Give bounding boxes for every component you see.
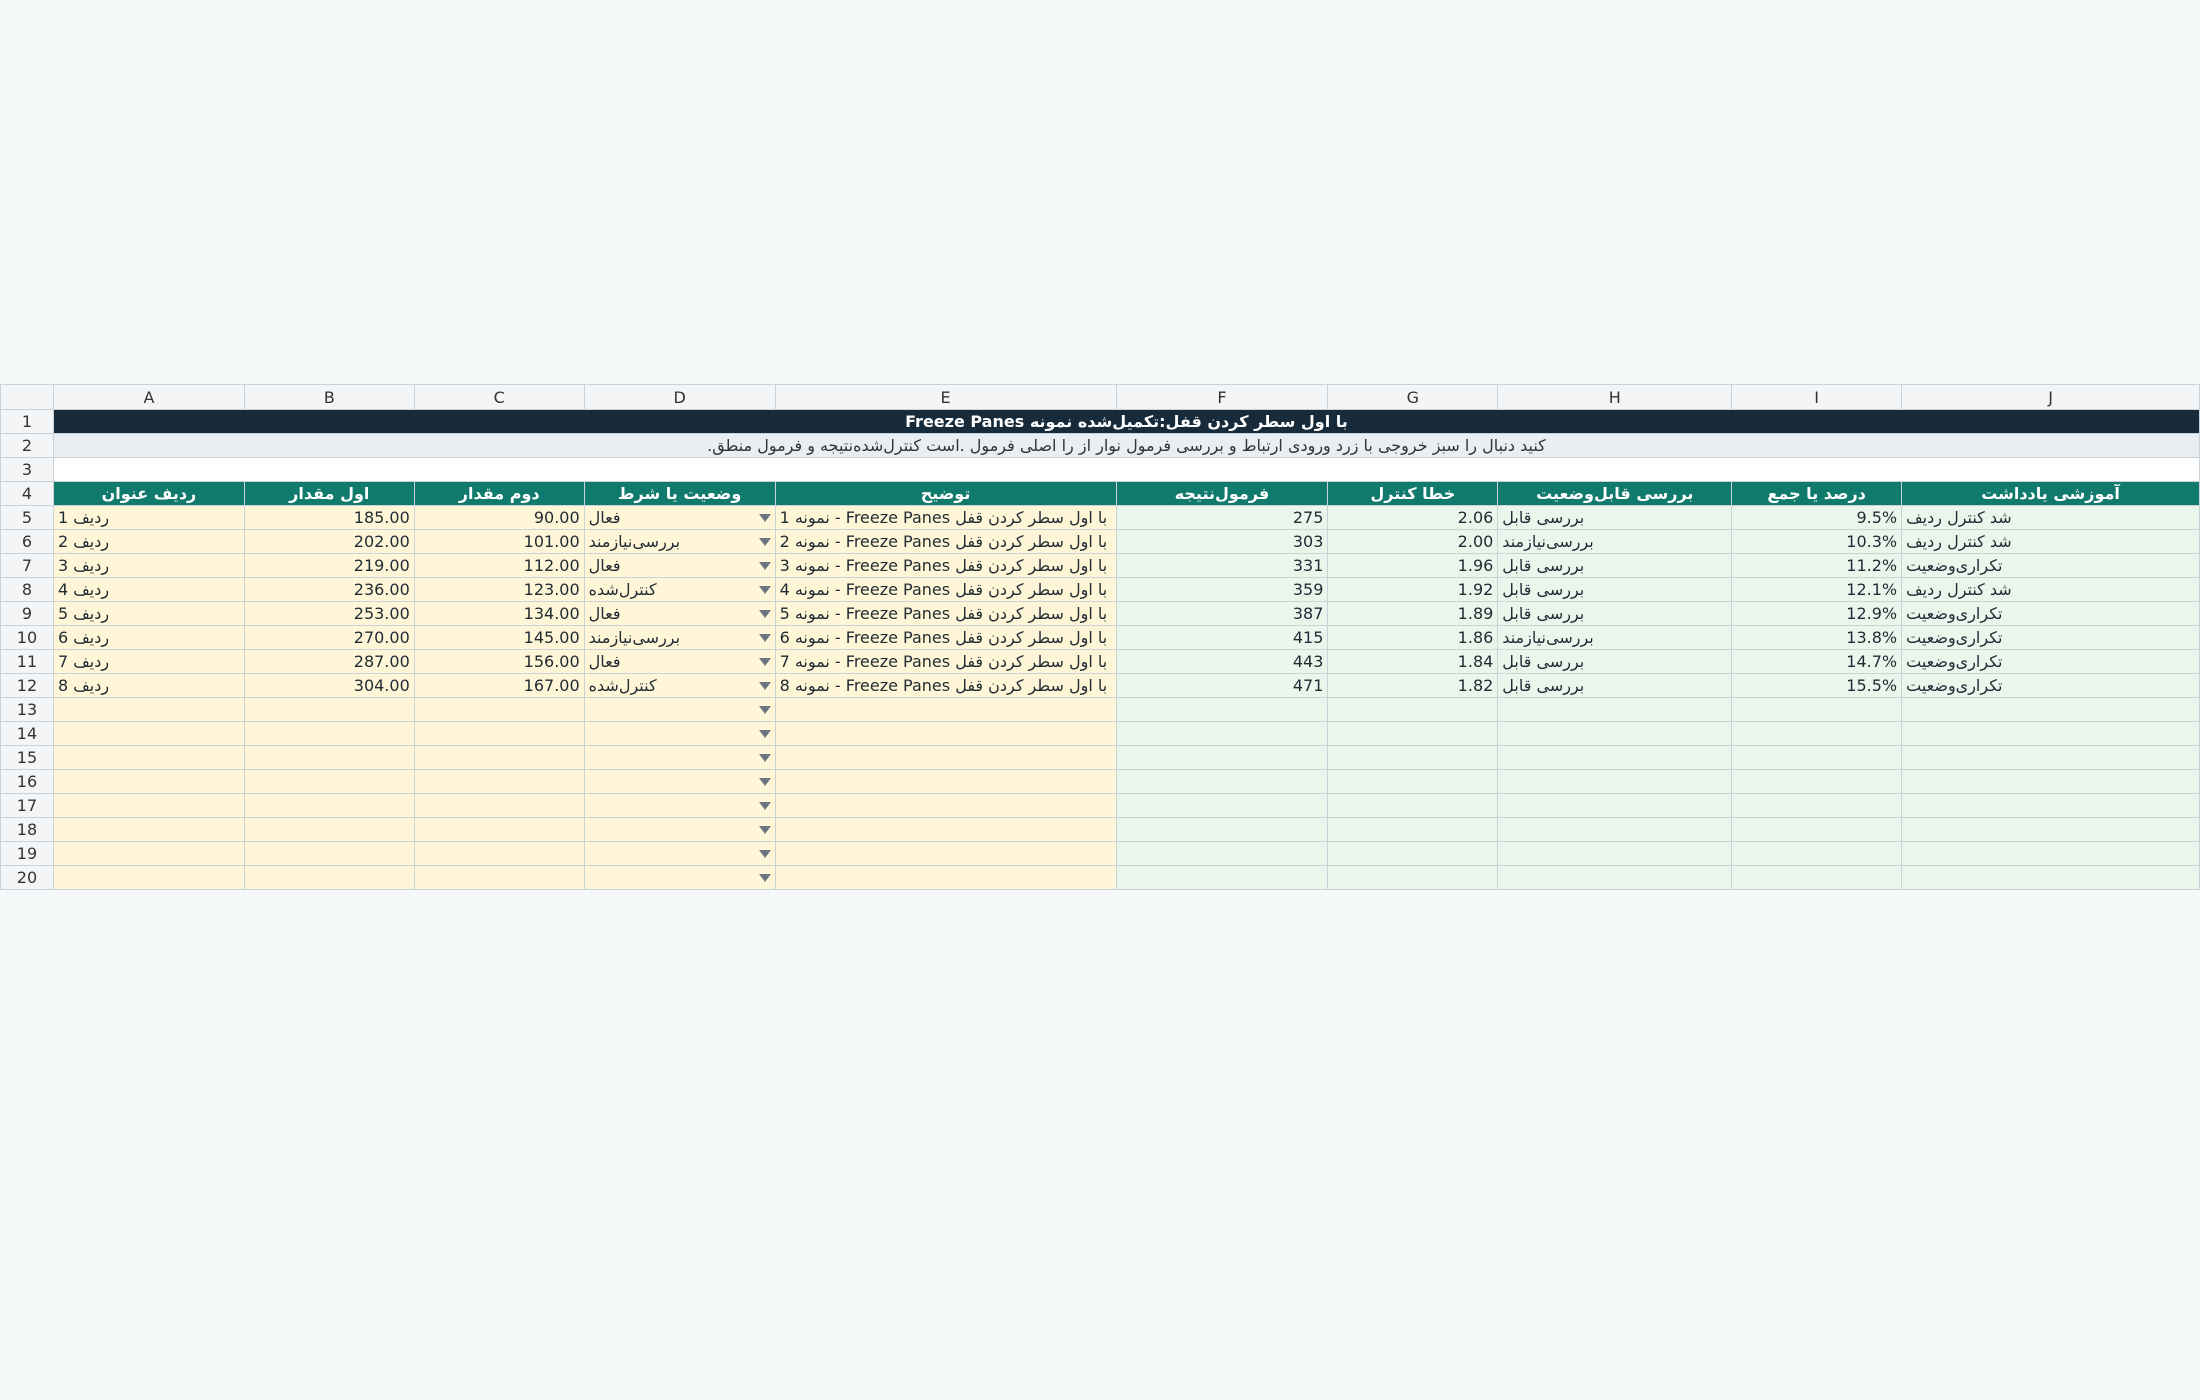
- empty-input-cell[interactable]: [244, 842, 414, 866]
- header-formula-result[interactable]: فرمول‌نتیجه: [1116, 482, 1328, 506]
- review-status-cell[interactable]: بررسی‌نیازمند: [1498, 530, 1732, 554]
- empty-row: [1, 794, 2200, 818]
- header-second-value[interactable]: دوم مقدار: [414, 482, 584, 506]
- status-dropdown-cell[interactable]: [584, 650, 775, 674]
- empty-input-cell[interactable]: [775, 722, 1116, 746]
- formula-result-cell[interactable]: 275: [1116, 506, 1328, 530]
- empty-input-cell[interactable]: [775, 818, 1116, 842]
- empty-row: [1, 722, 2200, 746]
- header-error-check[interactable]: خطا کنترل: [1328, 482, 1498, 506]
- status-dropdown-cell[interactable]: [584, 722, 775, 746]
- formula-result-cell[interactable]: 303: [1116, 530, 1328, 554]
- empty-output-cell[interactable]: [1732, 698, 1902, 722]
- second-value-cell[interactable]: 156.00: [414, 650, 584, 674]
- table-row: [1, 626, 2200, 650]
- first-value-cell[interactable]: 236.00: [244, 578, 414, 602]
- column-header-b[interactable]: B: [244, 385, 414, 410]
- empty-output-cell[interactable]: [1732, 770, 1902, 794]
- empty-input-cell[interactable]: [53, 746, 244, 770]
- empty-input-cell[interactable]: [53, 866, 244, 890]
- teaching-note-cell[interactable]: شد کنترل ردیف: [1902, 530, 2200, 554]
- empty-output-cell[interactable]: [1498, 866, 1732, 890]
- table-row: [1, 602, 2200, 626]
- empty-input-cell[interactable]: [244, 770, 414, 794]
- empty-output-cell[interactable]: [1498, 794, 1732, 818]
- table-row: [1, 578, 2200, 602]
- dropdown-arrow-icon[interactable]: [759, 586, 771, 594]
- percent-total-cell[interactable]: 13.8%: [1732, 626, 1902, 650]
- row-header[interactable]: 9: [1, 602, 54, 626]
- empty-output-cell[interactable]: [1902, 722, 2200, 746]
- row-header[interactable]: 2: [1, 434, 54, 458]
- description-cell[interactable]: 2 نمونه - Freeze Panes با اول سطر کردن قفل: [775, 530, 1116, 554]
- empty-input-cell[interactable]: [775, 698, 1116, 722]
- empty-output-cell[interactable]: [1116, 722, 1328, 746]
- row-title-cell[interactable]: 8 ردیف: [53, 674, 244, 698]
- empty-input-cell[interactable]: [414, 698, 584, 722]
- status-dropdown-cell[interactable]: [584, 746, 775, 770]
- column-header-g[interactable]: G: [1328, 385, 1498, 410]
- status-value: فعال: [588, 604, 621, 623]
- percent-total-cell[interactable]: 9.5%: [1732, 506, 1902, 530]
- row-header[interactable]: 1: [1, 410, 54, 434]
- description-cell[interactable]: 6 نمونه - Freeze Panes با اول سطر کردن قفل: [775, 626, 1116, 650]
- dropdown-arrow-icon[interactable]: [759, 562, 771, 570]
- error-check-cell[interactable]: 1.89: [1328, 602, 1498, 626]
- header-description[interactable]: توضیح: [775, 482, 1116, 506]
- empty-input-cell[interactable]: [53, 770, 244, 794]
- dropdown-arrow-icon[interactable]: [759, 514, 771, 522]
- formula-result-cell[interactable]: 359: [1116, 578, 1328, 602]
- empty-input-cell[interactable]: [775, 770, 1116, 794]
- empty-output-cell[interactable]: [1732, 794, 1902, 818]
- row-header[interactable]: 11: [1, 650, 54, 674]
- column-header-h[interactable]: H: [1498, 385, 1732, 410]
- dropdown-arrow-icon[interactable]: [759, 658, 771, 666]
- dropdown-arrow-icon[interactable]: [759, 538, 771, 546]
- teaching-note-cell[interactable]: شد کنترل ردیف: [1902, 578, 2200, 602]
- empty-output-cell[interactable]: [1116, 842, 1328, 866]
- teaching-note-cell[interactable]: تکراری‌وضعیت: [1902, 554, 2200, 578]
- instruction-note[interactable]: .کنید دنبال را سبز خروجی با زرد ورودی ارتباط و بررسی فرمول نوار از را اصلی فرمول .است کنترل‌شده‌نتیجه و فرمول منطق: [53, 434, 2199, 458]
- empty-output-cell[interactable]: [1328, 722, 1498, 746]
- empty-input-cell[interactable]: [53, 722, 244, 746]
- empty-output-cell[interactable]: [1116, 794, 1328, 818]
- empty-output-cell[interactable]: [1328, 818, 1498, 842]
- row-header[interactable]: 15: [1, 746, 54, 770]
- empty-output-cell[interactable]: [1902, 842, 2200, 866]
- column-header-e[interactable]: E: [775, 385, 1116, 410]
- note-row: [1, 434, 2200, 458]
- review-status-cell[interactable]: بررسی‌نیازمند: [1498, 626, 1732, 650]
- second-value-cell[interactable]: 123.00: [414, 578, 584, 602]
- first-value-cell[interactable]: 202.00: [244, 530, 414, 554]
- empty-input-cell[interactable]: [244, 722, 414, 746]
- first-value-cell[interactable]: 253.00: [244, 602, 414, 626]
- first-value-cell[interactable]: 185.00: [244, 506, 414, 530]
- empty-row: [1, 746, 2200, 770]
- row-header[interactable]: 12: [1, 674, 54, 698]
- status-dropdown-cell[interactable]: [584, 602, 775, 626]
- status-dropdown-cell[interactable]: [584, 578, 775, 602]
- second-value-cell[interactable]: 167.00: [414, 674, 584, 698]
- empty-input-cell[interactable]: [53, 698, 244, 722]
- review-status-cell[interactable]: بررسی قابل: [1498, 578, 1732, 602]
- empty-input-cell[interactable]: [775, 842, 1116, 866]
- status-dropdown-cell[interactable]: [584, 794, 775, 818]
- error-check-cell[interactable]: 2.00: [1328, 530, 1498, 554]
- status-dropdown-cell[interactable]: [584, 674, 775, 698]
- empty-output-cell[interactable]: [1498, 722, 1732, 746]
- second-value-cell[interactable]: 134.00: [414, 602, 584, 626]
- column-header-i[interactable]: I: [1732, 385, 1902, 410]
- status-dropdown-cell[interactable]: [584, 530, 775, 554]
- empty-input-cell[interactable]: [414, 794, 584, 818]
- dropdown-arrow-icon[interactable]: [759, 634, 771, 642]
- row-title-cell[interactable]: 1 ردیف: [53, 506, 244, 530]
- blank-cell[interactable]: [53, 458, 2199, 482]
- empty-input-cell[interactable]: [414, 722, 584, 746]
- error-check-cell[interactable]: 2.06: [1328, 506, 1498, 530]
- description-cell[interactable]: 7 نمونه - Freeze Panes با اول سطر کردن قفل: [775, 650, 1116, 674]
- status-dropdown-cell[interactable]: [584, 818, 775, 842]
- empty-output-cell[interactable]: [1328, 866, 1498, 890]
- row-header[interactable]: 7: [1, 554, 54, 578]
- percent-total-cell[interactable]: 10.3%: [1732, 530, 1902, 554]
- status-dropdown-cell[interactable]: [584, 506, 775, 530]
- status-value: فعال: [588, 556, 621, 575]
- empty-input-cell[interactable]: [244, 866, 414, 890]
- review-status-cell[interactable]: بررسی قابل: [1498, 674, 1732, 698]
- empty-output-cell[interactable]: [1902, 770, 2200, 794]
- empty-output-cell[interactable]: [1902, 698, 2200, 722]
- empty-input-cell[interactable]: [775, 866, 1116, 890]
- empty-output-cell[interactable]: [1732, 842, 1902, 866]
- teaching-note-cell[interactable]: شد کنترل ردیف: [1902, 506, 2200, 530]
- dropdown-arrow-icon[interactable]: [759, 730, 771, 738]
- blank-row: [1, 458, 2200, 482]
- dropdown-arrow-icon[interactable]: [759, 610, 771, 618]
- status-dropdown-cell[interactable]: [584, 554, 775, 578]
- spreadsheet-grid: [0, 384, 2200, 890]
- error-check-cell[interactable]: 1.84: [1328, 650, 1498, 674]
- status-dropdown-cell[interactable]: [584, 866, 775, 890]
- status-dropdown-cell[interactable]: [584, 626, 775, 650]
- description-cell[interactable]: 5 نمونه - Freeze Panes با اول سطر کردن قفل: [775, 602, 1116, 626]
- review-status-cell[interactable]: بررسی قابل: [1498, 650, 1732, 674]
- empty-output-cell[interactable]: [1732, 818, 1902, 842]
- empty-output-cell[interactable]: [1328, 770, 1498, 794]
- empty-output-cell[interactable]: [1498, 842, 1732, 866]
- empty-output-cell[interactable]: [1732, 866, 1902, 890]
- empty-input-cell[interactable]: [244, 698, 414, 722]
- column-header-c[interactable]: C: [414, 385, 584, 410]
- column-header-d[interactable]: D: [584, 385, 775, 410]
- row-header[interactable]: 16: [1, 770, 54, 794]
- header-first-value[interactable]: اول مقدار: [244, 482, 414, 506]
- teaching-note-cell[interactable]: تکراری‌وضعیت: [1902, 650, 2200, 674]
- empty-output-cell[interactable]: [1498, 698, 1732, 722]
- dropdown-arrow-icon[interactable]: [759, 826, 771, 834]
- second-value-cell[interactable]: 90.00: [414, 506, 584, 530]
- status-value: کنترل‌شده: [588, 580, 657, 599]
- empty-output-cell[interactable]: [1328, 842, 1498, 866]
- first-value-cell[interactable]: 219.00: [244, 554, 414, 578]
- second-value-cell[interactable]: 145.00: [414, 626, 584, 650]
- empty-output-cell[interactable]: [1328, 698, 1498, 722]
- formula-result-cell[interactable]: 331: [1116, 554, 1328, 578]
- review-status-cell[interactable]: بررسی قابل: [1498, 506, 1732, 530]
- formula-result-cell[interactable]: 415: [1116, 626, 1328, 650]
- percent-total-cell[interactable]: 12.1%: [1732, 578, 1902, 602]
- dropdown-arrow-icon[interactable]: [759, 754, 771, 762]
- empty-input-cell[interactable]: [244, 746, 414, 770]
- empty-output-cell[interactable]: [1328, 794, 1498, 818]
- description-cell[interactable]: 3 نمونه - Freeze Panes با اول سطر کردن قفل: [775, 554, 1116, 578]
- description-cell[interactable]: 1 نمونه - Freeze Panes با اول سطر کردن قفل: [775, 506, 1116, 530]
- table-row: [1, 674, 2200, 698]
- error-check-cell[interactable]: 1.82: [1328, 674, 1498, 698]
- empty-output-cell[interactable]: [1328, 746, 1498, 770]
- empty-output-cell[interactable]: [1116, 746, 1328, 770]
- row-title-cell[interactable]: 4 ردیف: [53, 578, 244, 602]
- empty-input-cell[interactable]: [775, 794, 1116, 818]
- second-value-cell[interactable]: 101.00: [414, 530, 584, 554]
- empty-input-cell[interactable]: [244, 794, 414, 818]
- row-header[interactable]: 19: [1, 842, 54, 866]
- teaching-note-cell[interactable]: تکراری‌وضعیت: [1902, 674, 2200, 698]
- error-check-cell[interactable]: 1.96: [1328, 554, 1498, 578]
- empty-input-cell[interactable]: [414, 818, 584, 842]
- header-percent-total[interactable]: درصد یا جمع: [1732, 482, 1902, 506]
- percent-total-cell[interactable]: 15.5%: [1732, 674, 1902, 698]
- formula-result-cell[interactable]: 443: [1116, 650, 1328, 674]
- row-header[interactable]: 8: [1, 578, 54, 602]
- empty-output-cell[interactable]: [1116, 818, 1328, 842]
- empty-input-cell[interactable]: [414, 842, 584, 866]
- formula-result-cell[interactable]: 387: [1116, 602, 1328, 626]
- first-value-cell[interactable]: 304.00: [244, 674, 414, 698]
- empty-row: [1, 842, 2200, 866]
- dropdown-arrow-icon[interactable]: [759, 874, 771, 882]
- table-row: [1, 506, 2200, 530]
- empty-output-cell[interactable]: [1732, 746, 1902, 770]
- row-header[interactable]: 14: [1, 722, 54, 746]
- row-header[interactable]: 5: [1, 506, 54, 530]
- status-dropdown-cell[interactable]: [584, 842, 775, 866]
- header-status[interactable]: وضعیت یا شرط: [584, 482, 775, 506]
- empty-input-cell[interactable]: [53, 818, 244, 842]
- description-cell[interactable]: 8 نمونه - Freeze Panes با اول سطر کردن قفل: [775, 674, 1116, 698]
- dropdown-arrow-icon[interactable]: [759, 706, 771, 714]
- row-header[interactable]: 3: [1, 458, 54, 482]
- row-title-cell[interactable]: 7 ردیف: [53, 650, 244, 674]
- empty-output-cell[interactable]: [1116, 698, 1328, 722]
- table-row: [1, 530, 2200, 554]
- empty-output-cell[interactable]: [1902, 818, 2200, 842]
- formula-result-cell[interactable]: 471: [1116, 674, 1328, 698]
- row-header[interactable]: 17: [1, 794, 54, 818]
- row-header[interactable]: 13: [1, 698, 54, 722]
- table-row: [1, 554, 2200, 578]
- select-all-corner[interactable]: [1, 385, 54, 410]
- percent-total-cell[interactable]: 12.9%: [1732, 602, 1902, 626]
- dropdown-arrow-icon[interactable]: [759, 778, 771, 786]
- status-dropdown-cell[interactable]: [584, 770, 775, 794]
- title-row: [1, 410, 2200, 434]
- row-header[interactable]: 20: [1, 866, 54, 890]
- error-check-cell[interactable]: 1.86: [1328, 626, 1498, 650]
- status-value: بررسی‌نیازمند: [588, 628, 681, 647]
- teaching-note-cell[interactable]: تکراری‌وضعیت: [1902, 602, 2200, 626]
- header-review-status[interactable]: بررسی قابل‌وضعیت: [1498, 482, 1732, 506]
- empty-row: [1, 770, 2200, 794]
- empty-output-cell[interactable]: [1498, 818, 1732, 842]
- column-header-f[interactable]: F: [1116, 385, 1328, 410]
- percent-total-cell[interactable]: 11.2%: [1732, 554, 1902, 578]
- table-row: [1, 650, 2200, 674]
- teaching-note-cell[interactable]: تکراری‌وضعیت: [1902, 626, 2200, 650]
- dropdown-arrow-icon[interactable]: [759, 850, 771, 858]
- status-value: کنترل‌شده: [588, 676, 657, 695]
- row-title-cell[interactable]: 6 ردیف: [53, 626, 244, 650]
- row-header[interactable]: 18: [1, 818, 54, 842]
- empty-output-cell[interactable]: [1116, 770, 1328, 794]
- column-header-a[interactable]: A: [53, 385, 244, 410]
- empty-input-cell[interactable]: [414, 866, 584, 890]
- row-title-cell[interactable]: 2 ردیف: [53, 530, 244, 554]
- empty-output-cell[interactable]: [1902, 746, 2200, 770]
- error-check-cell[interactable]: 1.92: [1328, 578, 1498, 602]
- review-status-cell[interactable]: بررسی قابل: [1498, 554, 1732, 578]
- empty-row: [1, 698, 2200, 722]
- dropdown-arrow-icon[interactable]: [759, 682, 771, 690]
- first-value-cell[interactable]: 287.00: [244, 650, 414, 674]
- empty-input-cell[interactable]: [53, 794, 244, 818]
- row-title-cell[interactable]: 3 ردیف: [53, 554, 244, 578]
- empty-output-cell[interactable]: [1498, 746, 1732, 770]
- empty-output-cell[interactable]: [1732, 722, 1902, 746]
- empty-row: [1, 866, 2200, 890]
- empty-input-cell[interactable]: [414, 770, 584, 794]
- second-value-cell[interactable]: 112.00: [414, 554, 584, 578]
- status-value: فعال: [588, 508, 621, 527]
- row-header[interactable]: 4: [1, 482, 54, 506]
- empty-input-cell[interactable]: [53, 842, 244, 866]
- description-cell[interactable]: 4 نمونه - Freeze Panes با اول سطر کردن قفل: [775, 578, 1116, 602]
- row-header[interactable]: 6: [1, 530, 54, 554]
- empty-output-cell[interactable]: [1902, 866, 2200, 890]
- first-value-cell[interactable]: 270.00: [244, 626, 414, 650]
- empty-input-cell[interactable]: [775, 746, 1116, 770]
- row-header[interactable]: 10: [1, 626, 54, 650]
- sheet-title[interactable]: Freeze Panes با اول سطر کردن قفل:تکمیل‌شده نمونه: [53, 410, 2199, 434]
- empty-output-cell[interactable]: [1902, 794, 2200, 818]
- dropdown-arrow-icon[interactable]: [759, 802, 771, 810]
- status-dropdown-cell[interactable]: [584, 698, 775, 722]
- empty-output-cell[interactable]: [1498, 770, 1732, 794]
- percent-total-cell[interactable]: 14.7%: [1732, 650, 1902, 674]
- column-header-row: [1, 385, 2200, 410]
- review-status-cell[interactable]: بررسی قابل: [1498, 602, 1732, 626]
- status-value: فعال: [588, 652, 621, 671]
- empty-input-cell[interactable]: [244, 818, 414, 842]
- column-header-j[interactable]: J: [1902, 385, 2200, 410]
- empty-output-cell[interactable]: [1116, 866, 1328, 890]
- table-header-row: [1, 482, 2200, 506]
- empty-row: [1, 818, 2200, 842]
- header-teaching-note[interactable]: آموزشی یادداشت: [1902, 482, 2200, 506]
- row-title-cell[interactable]: 5 ردیف: [53, 602, 244, 626]
- empty-input-cell[interactable]: [414, 746, 584, 770]
- header-row-title[interactable]: ردیف عنوان: [53, 482, 244, 506]
- status-value: بررسی‌نیازمند: [588, 532, 681, 551]
